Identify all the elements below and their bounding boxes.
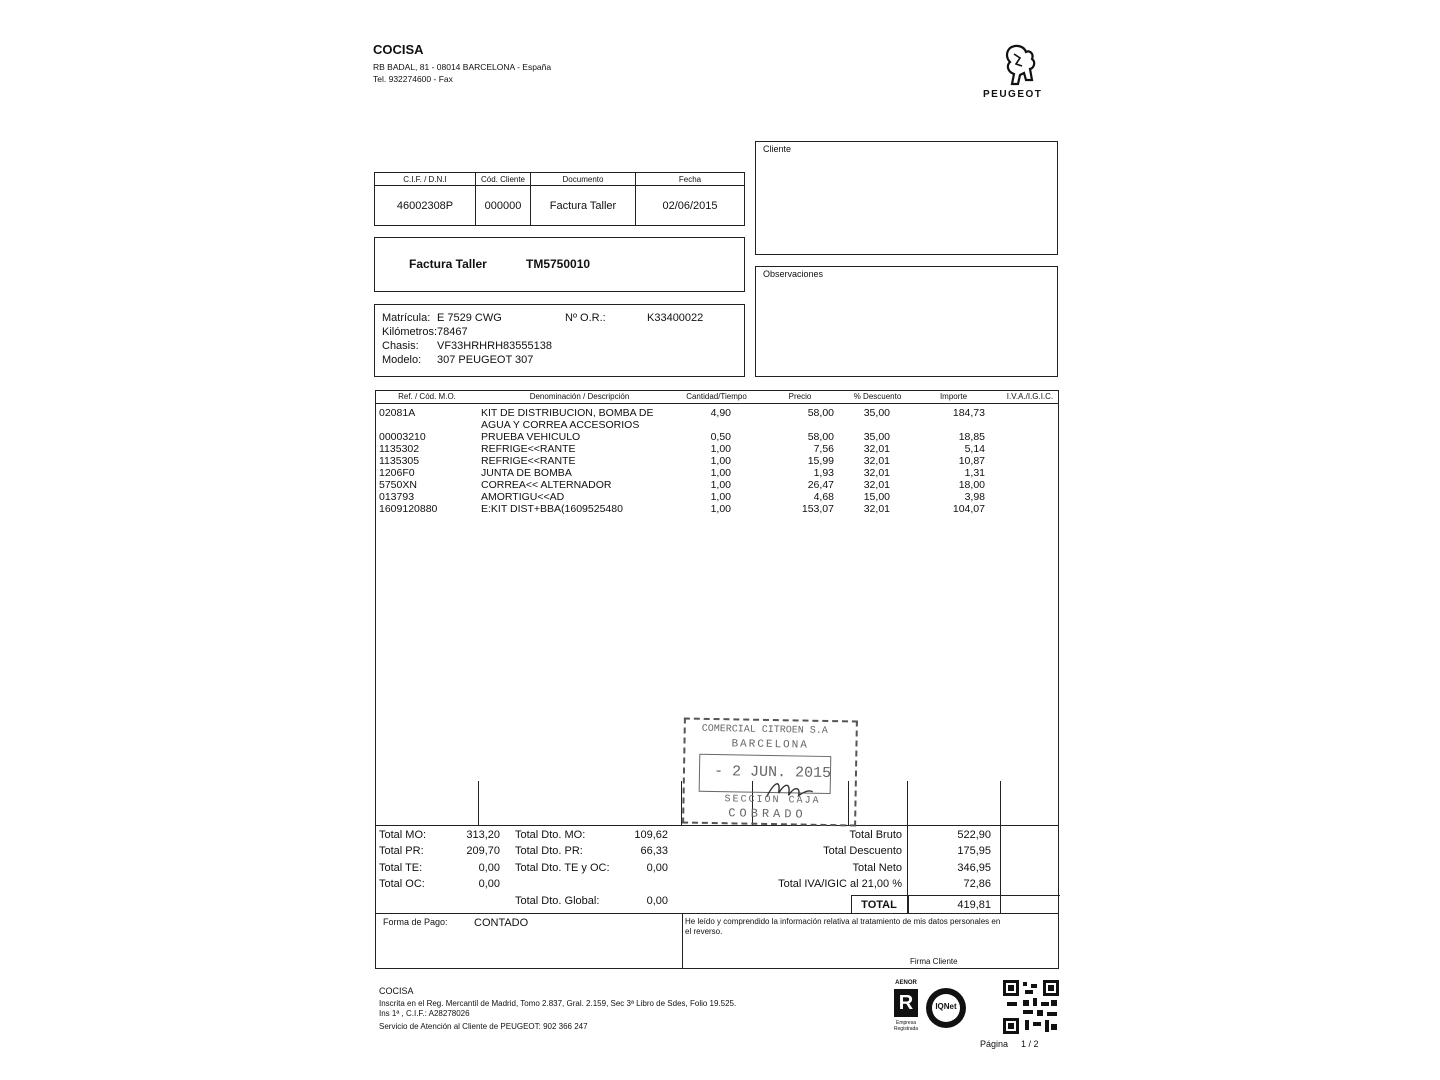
privacy-text-1: He leído y comprendido la información relativa al tratamiento de mis datos personales en bbox=[685, 917, 1001, 926]
row-ref: 02081A bbox=[379, 407, 416, 419]
total-iva-value: 72,86 bbox=[963, 878, 991, 890]
chasis-label: Chasis: bbox=[382, 340, 419, 352]
iqnet-text: IQNet bbox=[935, 1002, 957, 1011]
col-desc-header: Denominación / Descripción bbox=[529, 392, 630, 401]
table-row-continuation bbox=[376, 419, 1058, 431]
row-desc: PRUEBA VEHICULO bbox=[481, 431, 581, 443]
row-ref: 013793 bbox=[379, 491, 415, 503]
total-dto-global-label: Total Dto. Global: bbox=[515, 895, 600, 907]
row-ref: 00003210 bbox=[379, 431, 426, 443]
header-cif-label: C.I.F. / D.N.I bbox=[375, 173, 476, 186]
row-qty: 1,00 bbox=[710, 479, 731, 491]
grand-total-label: TOTAL bbox=[861, 899, 897, 911]
total-oc-value: 0,00 bbox=[478, 878, 500, 890]
row-amount: 5,14 bbox=[964, 443, 985, 455]
row-disc: 35,00 bbox=[863, 407, 890, 419]
grand-total-value: 419,81 bbox=[957, 899, 991, 911]
footer-line3: Servicio de Atención al Cliente de PEUGEOT: 902 366 247 bbox=[379, 1022, 588, 1031]
col-iva-header: I.V.A./I.G.I.C. bbox=[1006, 392, 1054, 401]
total-bruto-label: Total Bruto bbox=[849, 829, 902, 841]
header-codcliente-value: 000000 bbox=[476, 186, 531, 226]
payment-section bbox=[375, 913, 1059, 969]
modelo-label: Modelo: bbox=[382, 354, 422, 366]
row-disc: 32,01 bbox=[863, 455, 890, 467]
total-te-value: 0,00 bbox=[478, 862, 500, 874]
total-dto-teoc-value: 0,00 bbox=[646, 862, 668, 874]
row-price: 4,68 bbox=[813, 491, 834, 503]
header-cif-value: 46002308P bbox=[375, 186, 476, 226]
document-header-table bbox=[374, 172, 745, 226]
row-price: 58,00 bbox=[807, 431, 834, 443]
invoice-type: Factura Taller bbox=[409, 257, 487, 271]
total-dto-global-value: 0,00 bbox=[646, 895, 668, 907]
total-pr-label: Total PR: bbox=[379, 845, 424, 857]
stamp-line3: SECCION CAJA bbox=[724, 794, 821, 807]
header-codcliente-label: Cód. Cliente bbox=[476, 173, 531, 186]
table-row bbox=[376, 479, 1058, 491]
grand-total-row bbox=[851, 895, 1060, 914]
row-desc: JUNTA DE BOMBA bbox=[481, 467, 572, 479]
modelo-value: 307 PEUGEOT 307 bbox=[437, 354, 534, 366]
row-qty: 1,00 bbox=[710, 503, 731, 515]
items-table bbox=[375, 390, 1059, 826]
row-desc: KIT DE DISTRIBUCION, BOMBA DE bbox=[481, 407, 654, 419]
row-desc: REFRIGE<<RANTE bbox=[481, 443, 576, 455]
qr-code-icon bbox=[1003, 980, 1059, 1034]
total-neto-label: Total Neto bbox=[852, 862, 902, 874]
aenor-text: AENOR bbox=[895, 980, 917, 986]
row-qty: 1,00 bbox=[710, 491, 731, 503]
col-ref-header: Ref. / Cód. M.O. bbox=[398, 392, 456, 401]
row-price: 15,99 bbox=[807, 455, 834, 467]
stamp-line1: COMERCIAL CITROEN S.A bbox=[701, 723, 828, 738]
total-dto-pr-label: Total Dto. PR: bbox=[515, 845, 583, 857]
footer-line2: Ins 1ª , C.I.F.: A28278026 bbox=[379, 1009, 470, 1018]
aenor-sub: Empresa Registrada bbox=[893, 1020, 919, 1032]
total-mo-label: Total MO: bbox=[379, 829, 427, 841]
row-qty: 4,90 bbox=[710, 407, 731, 419]
or-label: Nº O.R.: bbox=[565, 312, 606, 324]
row-amount: 10,87 bbox=[958, 455, 985, 467]
or-value: K33400022 bbox=[647, 312, 704, 324]
iqnet-logo-icon bbox=[926, 988, 966, 1028]
total-dto-teoc-label: Total Dto. TE y OC: bbox=[515, 862, 610, 874]
row-desc: CORREA<< ALTERNADOR bbox=[481, 479, 612, 491]
row-amount: 1,31 bbox=[964, 467, 985, 479]
row-amount: 184,73 bbox=[952, 407, 985, 419]
invoice-title-box bbox=[374, 237, 745, 292]
row-qty: 1,00 bbox=[710, 443, 731, 455]
table-row bbox=[376, 503, 1058, 515]
total-pr-value: 209,70 bbox=[466, 845, 500, 857]
row-desc-2: AGUA Y CORREA ACCESORIOS bbox=[481, 419, 640, 431]
row-price: 26,47 bbox=[807, 479, 834, 491]
row-ref: 1206F0 bbox=[379, 467, 415, 479]
aenor-logo-icon: AENOR R Empresa Registrada bbox=[893, 980, 919, 1032]
table-row bbox=[376, 455, 1058, 467]
observaciones-label: Observaciones bbox=[763, 269, 824, 279]
row-ref: 1135305 bbox=[379, 455, 420, 467]
footer-line1: Inscrita en el Reg. Mercantil de Madrid, Tomo 2.837, Gral. 2.159, Sec 3ª Libro de Sdes, Folio 19.525. bbox=[379, 999, 737, 1008]
signature-label: Firma Cliente bbox=[910, 957, 958, 966]
row-disc: 35,00 bbox=[863, 431, 890, 443]
table-row bbox=[376, 467, 1058, 479]
col-qty-header: Cantidad/Tiempo bbox=[686, 392, 747, 401]
total-mo-value: 313,20 bbox=[466, 829, 500, 841]
total-descuento-value: 175,95 bbox=[957, 845, 991, 857]
stamp-line2: BARCELONA bbox=[731, 738, 809, 752]
stamp-line4: COBRADO bbox=[728, 806, 807, 822]
totals-section bbox=[375, 825, 1059, 914]
table-row bbox=[376, 431, 1058, 443]
row-disc: 32,01 bbox=[863, 467, 890, 479]
header-documento-value: Factura Taller bbox=[531, 186, 636, 226]
footer-company: COCISA bbox=[379, 986, 414, 996]
payment-value: CONTADO bbox=[474, 917, 529, 929]
chasis-value: VF33HRHRH83555138 bbox=[437, 340, 552, 352]
row-disc: 32,01 bbox=[863, 503, 890, 515]
total-te-label: Total TE: bbox=[379, 862, 423, 874]
row-ref: 1135302 bbox=[379, 443, 420, 455]
payment-stamp bbox=[682, 717, 858, 826]
header-documento-label: Documento bbox=[531, 173, 636, 186]
total-dto-pr-value: 66,33 bbox=[640, 845, 668, 857]
row-disc: 32,01 bbox=[863, 443, 890, 455]
total-oc-label: Total OC: bbox=[379, 878, 425, 890]
cliente-box bbox=[755, 141, 1058, 255]
km-value: 78467 bbox=[437, 326, 468, 338]
row-qty: 0,50 bbox=[710, 431, 731, 443]
row-disc: 32,01 bbox=[863, 479, 890, 491]
cliente-label: Cliente bbox=[763, 144, 792, 154]
row-amount: 18,85 bbox=[958, 431, 985, 443]
row-disc: 15,00 bbox=[863, 491, 890, 503]
row-amount: 3,98 bbox=[964, 491, 985, 503]
col-disc-header: % Descuento bbox=[853, 392, 902, 401]
row-ref: 5750XN bbox=[379, 479, 417, 491]
page-label: Página bbox=[980, 1039, 1009, 1049]
table-row bbox=[376, 407, 1058, 419]
company-name: COCISA bbox=[373, 42, 424, 57]
payment-label: Forma de Pago: bbox=[383, 917, 448, 927]
row-price: 1,93 bbox=[813, 467, 834, 479]
stamp-date: - 2 JUN. 2015 bbox=[713, 763, 832, 783]
col-amount-header: Importe bbox=[939, 392, 968, 401]
row-desc: AMORTIGU<<AD bbox=[481, 491, 565, 503]
peugeot-lion-icon bbox=[996, 42, 1046, 88]
row-desc: E:KIT DIST+BBA(1609525480 bbox=[481, 503, 623, 515]
page-number: 1 / 2 bbox=[1021, 1039, 1039, 1049]
header-fecha-label: Fecha bbox=[636, 173, 745, 186]
total-bruto-value: 522,90 bbox=[957, 829, 991, 841]
row-qty: 1,00 bbox=[710, 467, 731, 479]
table-row bbox=[376, 443, 1058, 455]
row-desc: REFRIGE<<RANTE bbox=[481, 455, 576, 467]
total-dto-mo-value: 109,62 bbox=[634, 829, 668, 841]
km-label: Kilómetros: bbox=[382, 326, 438, 338]
company-phone: Tel. 932274600 - Fax bbox=[373, 74, 453, 84]
row-amount: 18,00 bbox=[958, 479, 985, 491]
row-price: 7,56 bbox=[813, 443, 834, 455]
row-ref: 1609120880 bbox=[379, 503, 438, 515]
observaciones-box bbox=[755, 266, 1058, 377]
total-dto-mo-label: Total Dto. MO: bbox=[515, 829, 586, 841]
invoice-number: TM5750010 bbox=[526, 257, 591, 271]
table-row bbox=[376, 491, 1058, 503]
total-descuento-label: Total Descuento bbox=[823, 845, 902, 857]
row-qty: 1,00 bbox=[710, 455, 731, 467]
total-iva-label: Total IVA/IGIC al 21,00 % bbox=[778, 878, 902, 890]
row-amount: 104,07 bbox=[952, 503, 985, 515]
row-price: 153,07 bbox=[801, 503, 834, 515]
brand-name: PEUGEOT bbox=[983, 89, 1043, 100]
matricula-label: Matrícula: bbox=[382, 312, 431, 324]
col-price-header: Precio bbox=[788, 392, 812, 401]
privacy-text-2: el reverso. bbox=[685, 927, 723, 936]
vehicle-box bbox=[374, 304, 745, 377]
company-address: RB BADAL, 81 - 08014 BARCELONA - España bbox=[373, 62, 552, 72]
row-price: 58,00 bbox=[807, 407, 834, 419]
total-neto-value: 346,95 bbox=[957, 862, 991, 874]
matricula-value: E 7529 CWG bbox=[437, 312, 502, 324]
header-fecha-value: 02/06/2015 bbox=[636, 186, 745, 226]
